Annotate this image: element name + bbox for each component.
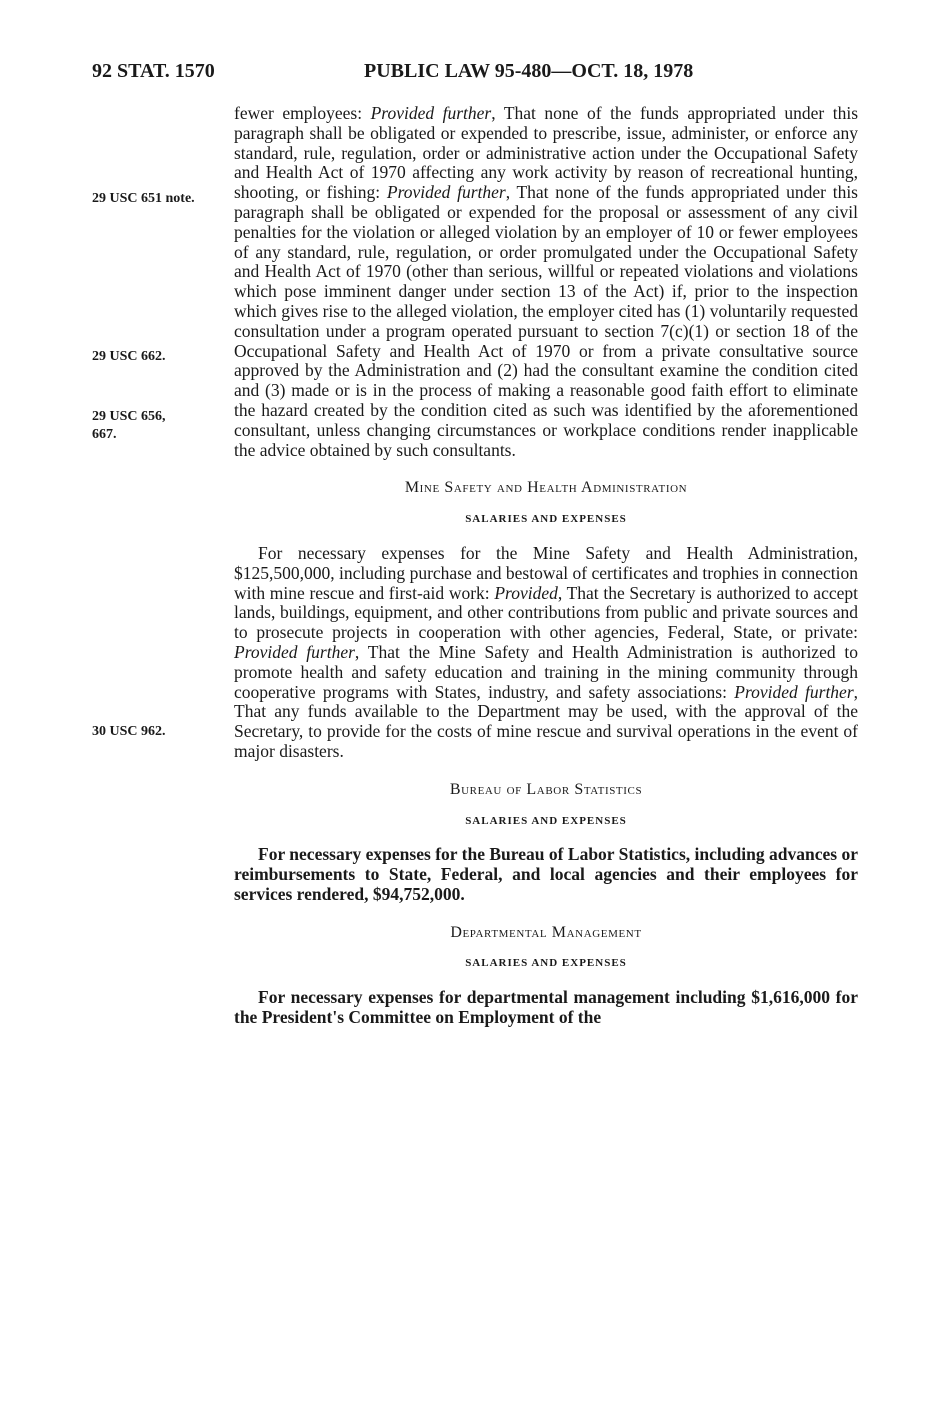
- text-run: , That none of the funds appropriated under this paragraph shall be obligated or expended for the proposal or assessment of any civil penalties for the violation or alleged violation by an employer of 10 or fewer employees of any standard, rule, regulation, or order promulgated under the Occupational Safety and Health Act of 1970 (other than serious, willful or repeated violations and violations which pose imminent danger under section 13 of the Act) if, prior to the inspection which gives rise to the alleged violation, the employer cited has (1) voluntarily requested consultation under a program operated pursuant to section 7(c)(1) or section 18 of the Occupational Safety and Health Act of 1970 or from a private consultative source approved by the Administration and (2) had the consultant examine the condition cited and (3) made or is in the process of making a reasonable good faith effort to eliminate the hazard created by the condition cited as such was identified by the aforementioned consultant, unless changing circumstances or workplace conditions render inapplicable the advice obtained by such consultants.: [234, 182, 858, 460]
- stat-citation: 92 STAT. 1570: [92, 60, 215, 82]
- italic-run: Provided further: [234, 641, 355, 662]
- text-run: , That the Mine Safety and Health Administration is authorized to promote health and safety education and training in the mining community through cooperative programs with States, industry, and safety associations:: [234, 641, 858, 702]
- text-run: , That none of the funds appropriated under this paragraph shall be obligated or expended to prescribe, issue, administer, or enforce any standard, rule, regulation, order or administrative action under the Occupational Safety and Health Act of 1970 affecting any work activity by reason of recreational hunting, shooting, or fishing:: [234, 103, 859, 203]
- subheading-salaries: SALARIES AND EXPENSES: [465, 957, 627, 970]
- law-title: PUBLIC LAW 95-480—OCT. 18, 1978: [364, 60, 694, 82]
- page-header: [92, 60, 860, 88]
- body-column: [234, 104, 858, 1028]
- text-run: For necessary expenses for the Mine Safety and Health Administration, $125,500,000, including purchase and bestowal of certificates and trophies in connection with mine rescue and first-aid work:: [234, 542, 858, 603]
- heading-departmental-management: Departmental Management: [450, 923, 642, 941]
- margin-note: 29 USC 656,: [92, 409, 166, 424]
- departmental-management-paragraph: For necessary expenses for departmental management including $1,616,000 for the President's Committee on Employment of the: [234, 987, 858, 1028]
- labor-statistics-paragraph: For necessary expenses for the Bureau of Labor Statistics, including advances or reimbursements to State, Federal, and local agencies and their employees for services rendered, $94,752,000.: [234, 844, 858, 904]
- margin-note: 29 USC 662.: [92, 349, 166, 364]
- text-run: , That any funds available to the Department may be used, with the approval of the Secretary, to provide for the costs of mine rescue and survival operations in the event of major disasters.: [234, 681, 859, 761]
- italic-run: Provided further: [386, 182, 506, 203]
- text-run: , That the Secretary is authorized to accept lands, buildings, equipment, and other contributions from public and private sources and to prosecute projects in cooperation with other agencies, Federal, State, or private:: [234, 582, 858, 643]
- margin-note: 29 USC 651 note.: [92, 191, 195, 206]
- heading-mine-safety: Mine Safety and Health Administration: [404, 479, 688, 497]
- heading-labor-statistics: Bureau of Labor Statistics: [449, 780, 643, 798]
- osha-provisos-paragraph: [234, 104, 858, 460]
- italic-run: Provided further: [734, 681, 854, 702]
- mine-safety-paragraph: [234, 544, 858, 762]
- italic-run: Provided: [494, 582, 558, 603]
- subheading-salaries: SALARIES AND EXPENSES: [465, 513, 627, 526]
- margin-note: 667.: [92, 427, 117, 442]
- italic-run: Provided further: [370, 103, 492, 123]
- margin-note: 30 USC 962.: [92, 724, 166, 739]
- subheading-salaries: SALARIES AND EXPENSES: [465, 814, 627, 827]
- text-run: fewer employees:: [234, 103, 371, 123]
